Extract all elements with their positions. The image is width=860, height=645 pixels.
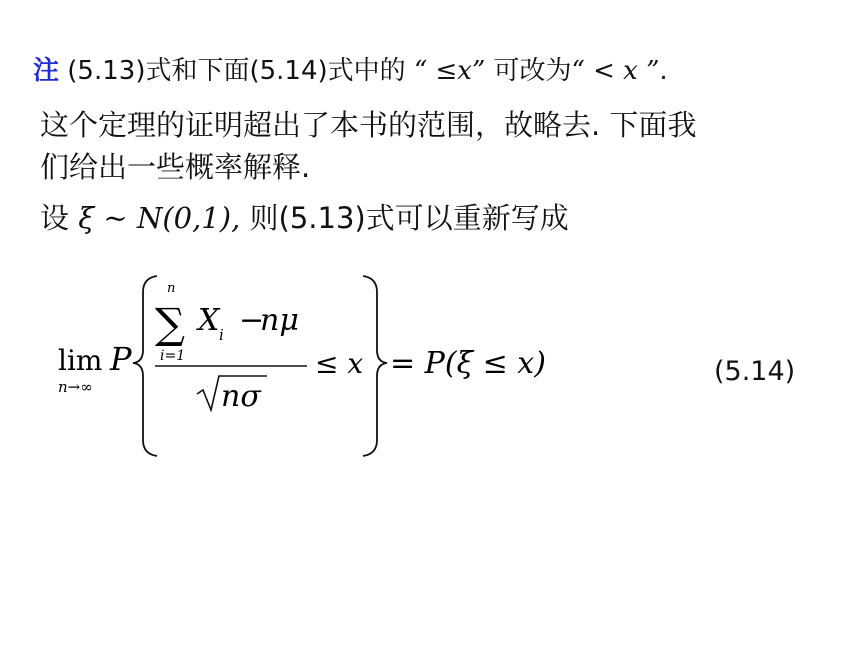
left-brace xyxy=(133,276,157,456)
le-x: ≤ x xyxy=(315,347,364,380)
numerator-minus: − xyxy=(239,303,265,338)
rhs: = P(ξ ≤ x) xyxy=(390,346,546,381)
numerator-nmu: nμ xyxy=(260,303,299,338)
line3-tail: 式可以重新写成 xyxy=(365,201,569,235)
equation-number: (5.14) xyxy=(714,356,796,387)
sum-upper: n xyxy=(167,281,176,296)
note-ref-5-13: (5.13) xyxy=(67,56,146,86)
line3-mid: 则 xyxy=(249,201,279,235)
note-text-2: 式中的 xyxy=(327,56,406,86)
lim-subscript: n→∞ xyxy=(58,378,93,396)
note-text-3: 可改为 xyxy=(493,56,572,86)
note-text-1: 式和下面 xyxy=(145,56,250,86)
sum-icon: ∑ xyxy=(155,299,185,348)
right-brace xyxy=(363,276,387,456)
note-period: . xyxy=(659,56,668,86)
paragraph-line-1: 这个定理的证明超出了本书的范围，故略去. 下面我 xyxy=(40,108,697,142)
prob-P: P xyxy=(110,340,132,378)
lim-text: lim xyxy=(58,344,103,377)
formula-5-14 xyxy=(55,270,575,465)
note-line xyxy=(33,50,668,87)
line3-prefix: 设 xyxy=(40,201,70,235)
sqrt-content: nσ xyxy=(221,379,261,414)
note-quote-le-x: “ ≤x” xyxy=(413,56,486,86)
line3-math: ξ ~ N(0,1), xyxy=(78,201,241,235)
note-tag: 注 xyxy=(33,56,60,86)
sum-lower: i=1 xyxy=(160,348,186,364)
line3-ref: (5.13) xyxy=(278,201,366,235)
note-ref-5-14: (5.14) xyxy=(249,56,328,86)
numerator-X: X xyxy=(198,303,220,338)
note-quote-lt-x: “ < x ” xyxy=(571,56,660,86)
paragraph-line-2: 们给出一些概率解释. xyxy=(40,150,311,184)
paragraph-line-3 xyxy=(40,196,569,237)
numerator-subscript-i: i xyxy=(219,326,224,344)
